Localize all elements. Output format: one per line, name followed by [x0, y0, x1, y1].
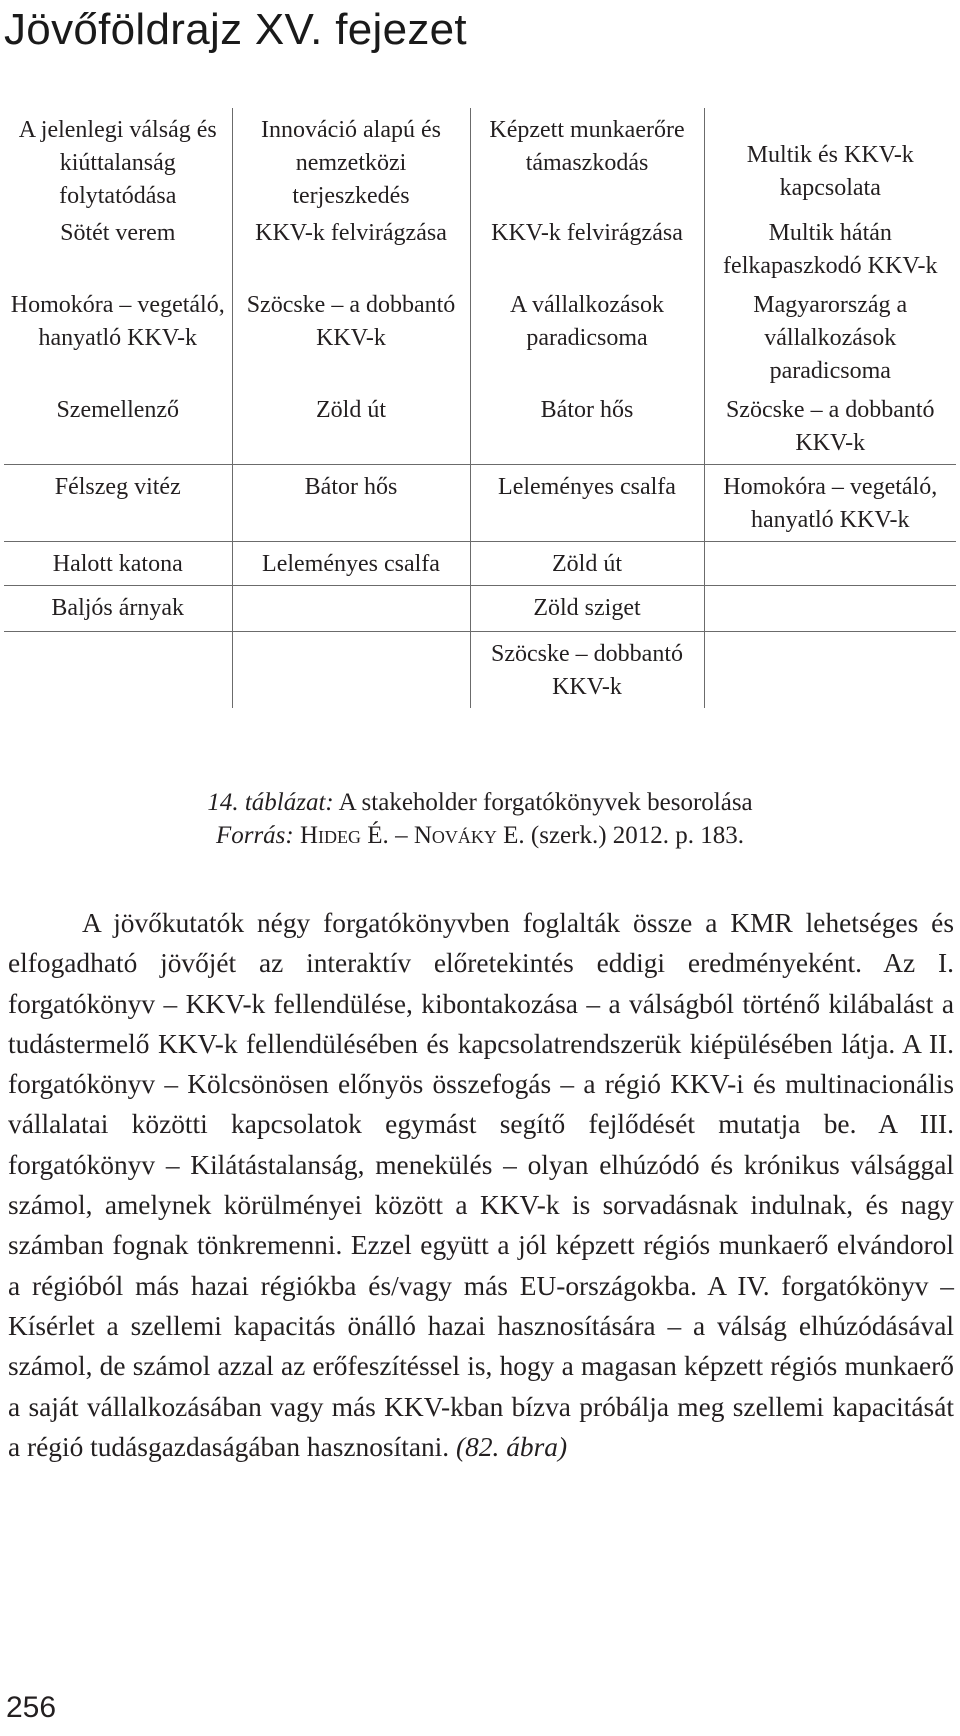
table-cell: A vállalkozások paradicsoma [470, 289, 704, 392]
table-cell: Szöcske – a dobbantó KKV-k [232, 289, 470, 392]
caption-source-rest: (szerk.) 2012. p. 183. [530, 822, 745, 849]
table-cell: Sötét verem [60, 220, 176, 246]
table-cell: Leleményes csalfa [470, 465, 704, 542]
table-cell: Leleményes csalfa [232, 542, 470, 586]
figure-reference: (82. ábra) [456, 1431, 568, 1462]
table-header-row [4, 108, 956, 217]
table-cell: Zöld út [470, 542, 704, 586]
table-cell: Bátor hős [470, 392, 704, 465]
caption-title: A stakeholder forgatókönyvek besorolása [338, 789, 753, 816]
table-cell: KKV-k felvirágzása [470, 217, 704, 289]
caption-author2: Nováky [413, 822, 497, 849]
paragraph-text: A jövőkutatók négy forgatókönyvben foglalták össze a KMR lehetséges és elfogadható jövőjét az interaktív előretekintés eddigi eredményeként. Az I. forgatókönyv – KKV-k fellendülése, kibontakozása – a válságból történő kilábalást a tudástermelő KKV-k fellendülésében és kapcsolatrendszerük kiépülésében látja. A II. forgatókönyv – Kölcsönösen előnyös összefogás – a régió KKV-i és multinacionális vállalatai közötti kapcsolatok egymást segítő fejlődését mutatja be. A III. forgatókönyv – Kilátástalanság, menekülés – olyan elhúzódó és krónikus válsággal számol, amelynek körülményei között a KKV-k is sorvadásnak indulnak, és nagy számban fognak tönkremenni. Ezzel együtt a jól képzett régiós munkaerő elvándorol a régióból más hazai régiókba és/vagy más EU-országokba. A IV. forgatókönyv – Kísérlet a szellemi kapacitás önálló hazai hasznosítására – a válság elhúzódásával számol, de számol azzal az erőfeszítéssel is, hogy a magasan képzett régiós munkaerő a saját vállalkozásában vagy más KKV-kban bízva próbálja meg szellemi kapacitását a régió tudásgazdaságában hasznosítani. [8, 908, 954, 1462]
page-number: 256 [6, 1691, 57, 1724]
table-row [4, 465, 956, 542]
table-cell: Szöcske – a dobbantó KKV-k [704, 392, 956, 465]
caption-author2-initial: E. [503, 822, 525, 849]
table-cell: Félszeg vitéz [4, 465, 232, 542]
table-cell [4, 632, 232, 709]
table-row [4, 392, 956, 465]
table-row [4, 289, 956, 392]
table-cell: Homokóra – vegetáló, hanyatló KKV-k [704, 465, 956, 542]
table-cell [232, 586, 470, 632]
table-header-cell: A jelenlegi válság és kiúttalanság folytatódása [18, 117, 217, 209]
table-cell: Homokóra – vegetáló, hanyatló KKV-k [10, 292, 225, 351]
table-caption [0, 786, 960, 852]
table-header-cell: Képzett munkaerőre támaszkodás [470, 108, 704, 217]
scenario-table [4, 108, 956, 708]
page-header: Jövőföldrajz XV. fejezet [4, 5, 467, 54]
caption-source-line: Forrás: Hideg É. – Nováky E. (szerk.) 2012. p. 183. [215, 822, 745, 849]
table-row [4, 586, 956, 632]
table-header-cell: Multik és KKV-k kapcsolata [704, 108, 956, 217]
table-cell: Szemellenző [4, 392, 232, 465]
table-row [4, 542, 956, 586]
table-cell: Baljós árnyak [4, 586, 232, 632]
table-cell: Zöld sziget [470, 586, 704, 632]
table-cell: Multik hátán felkapaszkodó KKV-k [704, 217, 956, 289]
table-cell [704, 586, 956, 632]
caption-title-line [0, 786, 960, 819]
table-cell [704, 632, 956, 709]
caption-author1: Hideg [299, 822, 362, 849]
table-cell: Magyarország a vállalkozások paradicsoma [704, 289, 956, 392]
caption-source-label: Forrás: [215, 822, 294, 849]
table-cell: Zöld út [232, 392, 470, 465]
caption-author1-initial: É. [367, 822, 389, 849]
table-row [4, 632, 956, 709]
table-cell: Halott katona [4, 542, 232, 586]
table-row [4, 217, 956, 289]
table-cell [232, 632, 470, 709]
table-cell: Szöcske – dobbantó KKV-k [470, 632, 704, 709]
caption-label: 14. táblázat: [207, 789, 334, 816]
table-cell: Bátor hős [232, 465, 470, 542]
body-paragraph [8, 903, 954, 1467]
table-cell: KKV-k felvirágzása [232, 217, 470, 289]
table-cell [704, 542, 956, 586]
table-header-cell: Innováció alapú és nemzetközi terjeszkedés [232, 108, 470, 217]
